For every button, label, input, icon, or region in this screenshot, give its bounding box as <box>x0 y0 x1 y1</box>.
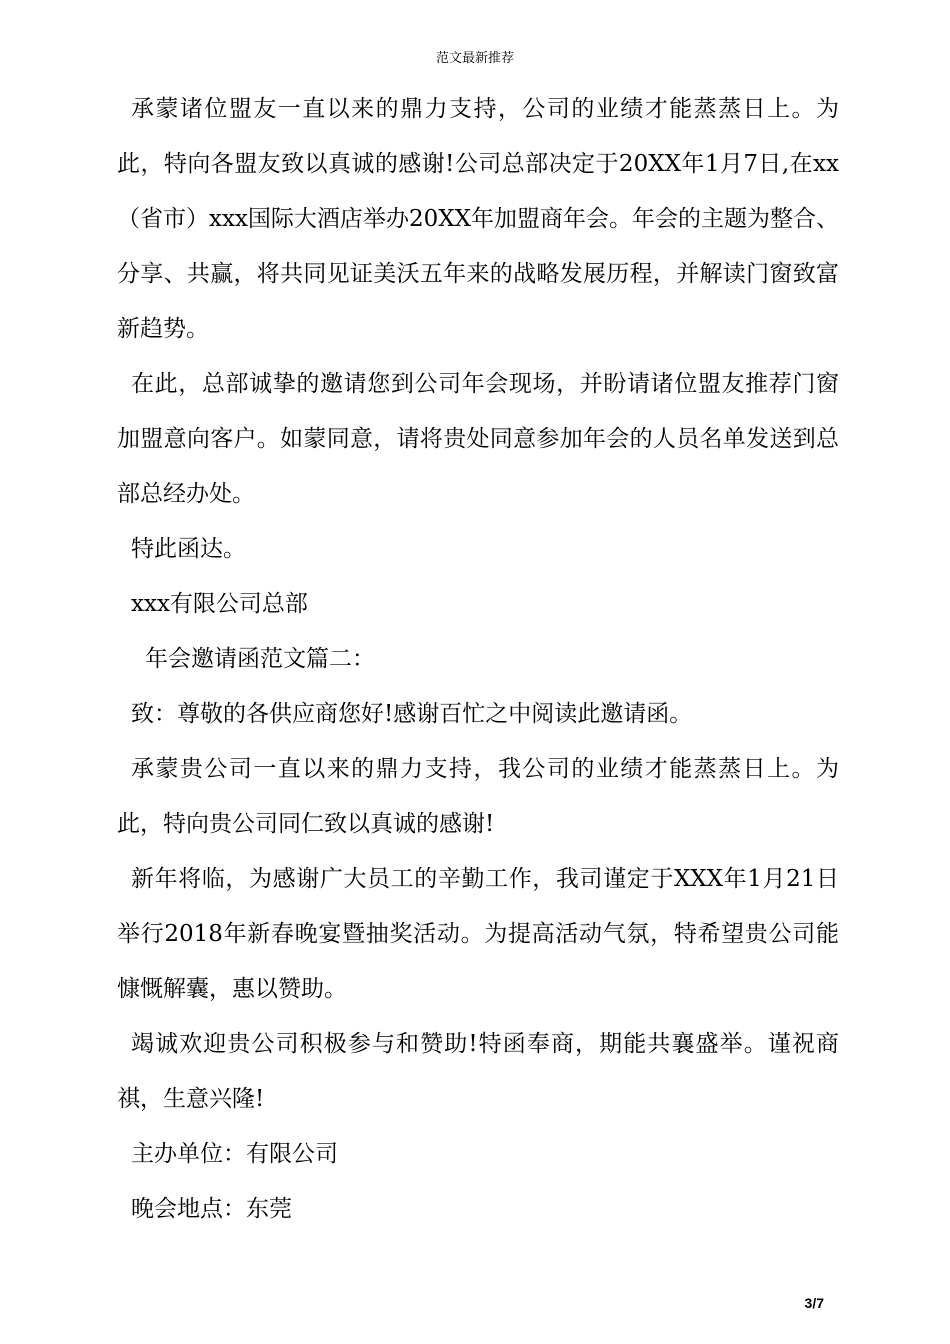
paragraph-venue: 晚会地点：东莞 <box>131 1196 292 1222</box>
paragraph-signature: xxx有限公司总部 <box>131 591 308 617</box>
paragraph-invitation-request: 在此，总部诚挚的邀请您到公司年会现场，并盼请诸位盟友推荐门窗加盟意向客户。如蒙同意，请将贵处同意参加年会的人员名单发送到总部总经办处。 <box>117 371 839 507</box>
document-body <box>117 82 839 1237</box>
paragraph-organizer: 主办单位：有限公司 <box>131 1141 338 1167</box>
paragraph-welcome: 竭诚欢迎贵公司积极参与和赞助!特函奉商，期能共襄盛举。谨祝商祺，生意兴隆! <box>117 1031 839 1112</box>
page-header: 范文最新推荐 <box>435 51 514 66</box>
page-number: 3/7 <box>804 1295 824 1311</box>
paragraph-invitation-intro: 承蒙诸位盟友一直以来的鼎力支持，公司的业绩才能蒸蒸日上。为此，特向各盟友致以真诚的感谢!公司总部决定于20XX年1月7日,在xx（省市）xxx国际大酒店举办20XX年加盟商年会。年会的主题为整合、分享、共赢，将共同见证美沃五年来的战略发展历程，并解读门窗致富新趋势。 <box>117 96 839 342</box>
section-heading: 年会邀请函范文篇二： <box>145 646 375 672</box>
paragraph-thanks: 承蒙贵公司一直以来的鼎力支持，我公司的业绩才能蒸蒸日上。为此，特向贵公司同仁致以真诚的感谢! <box>117 756 839 837</box>
paragraph-closing: 特此函达。 <box>131 536 246 562</box>
paragraph-salutation: 致：尊敬的各供应商您好!感谢百忙之中阅读此邀请函。 <box>131 701 693 727</box>
paragraph-event-details: 新年将临，为感谢广大员工的辛勤工作，我司谨定于XXX年1月21日举行2018年新春晚宴暨抽奖活动。为提高活动气氛，特希望贵公司能慷慨解囊，惠以赞助。 <box>117 866 839 1002</box>
